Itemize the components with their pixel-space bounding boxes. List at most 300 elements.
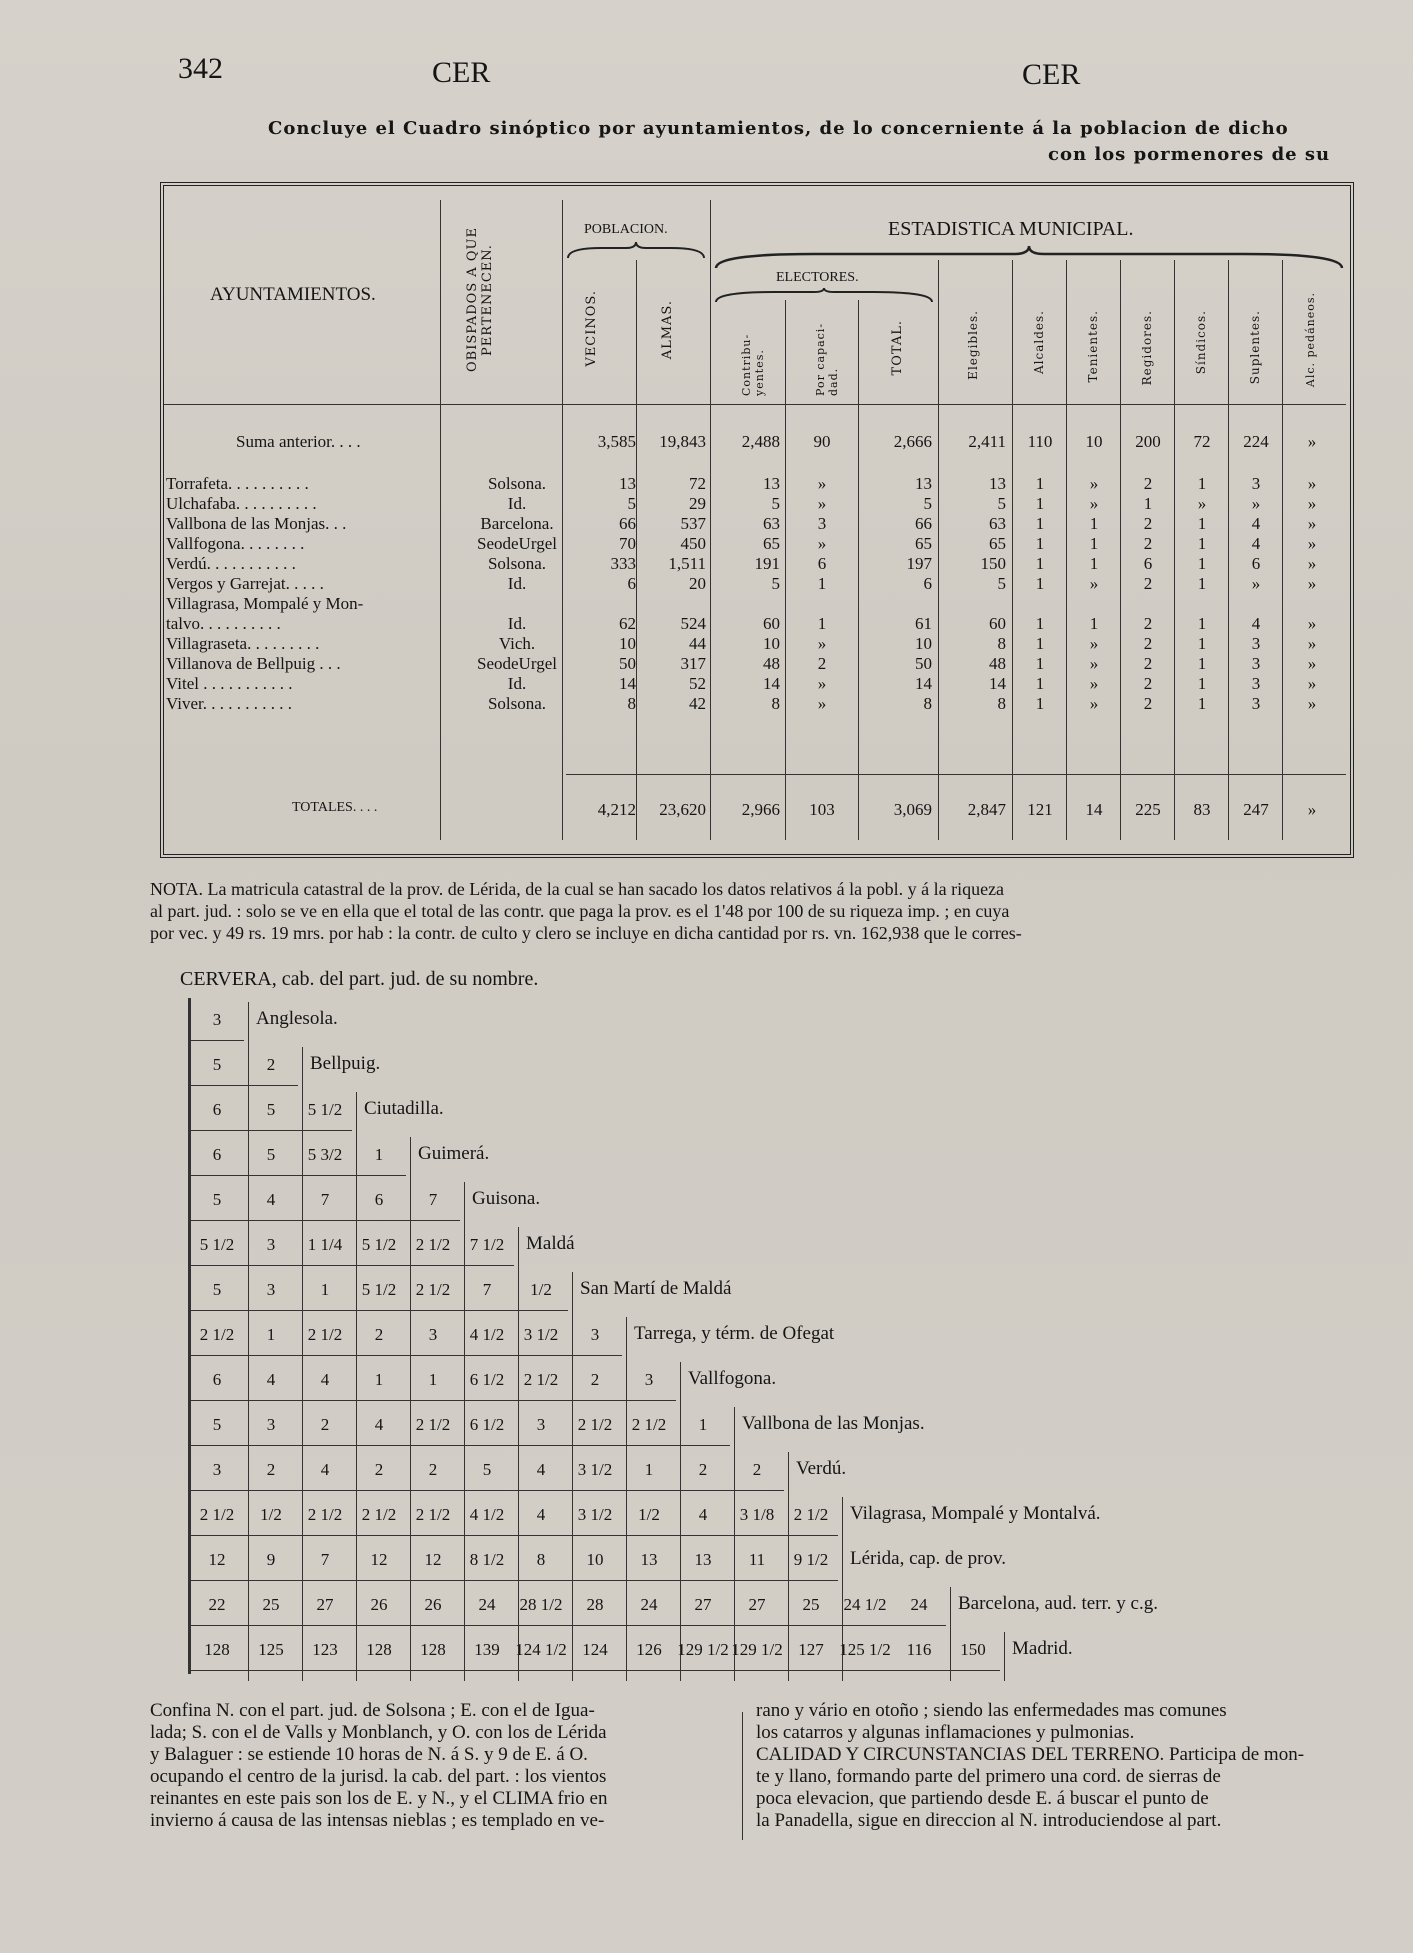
body-right-6: la Panadella, sigue en direccion al N. introduciendose al part. bbox=[756, 1810, 1222, 1831]
col-head-capacidad-wrap bbox=[804, 306, 854, 402]
suma-anterior-row bbox=[166, 432, 1346, 454]
distance-cell: 124 1/2 bbox=[515, 1640, 567, 1659]
row-value: 42 bbox=[689, 694, 706, 713]
col-head-almas: ALMAS. bbox=[660, 300, 675, 360]
row-value: 1 bbox=[1089, 534, 1099, 553]
distance-town: Maldá bbox=[526, 1233, 575, 1254]
row-value: » bbox=[1197, 494, 1207, 513]
page-number: 342 bbox=[178, 52, 223, 85]
row-value: 2 bbox=[817, 654, 827, 673]
distance-cell: 4 1/2 bbox=[469, 1325, 505, 1344]
col-head-alcaldes: Alcaldes. bbox=[1032, 310, 1046, 374]
distance-cell: 2 bbox=[266, 1460, 276, 1479]
col-head-elegibles: Elegibles. bbox=[966, 310, 980, 380]
table-row bbox=[166, 634, 1346, 656]
row-label: TOTALES. . . . bbox=[292, 800, 378, 815]
distance-cell: 128 bbox=[366, 1640, 392, 1659]
row-value: 121 bbox=[1027, 800, 1053, 819]
row-obispado: Vich. bbox=[498, 634, 536, 653]
row-value: 450 bbox=[680, 534, 706, 553]
distance-cell: 5 bbox=[266, 1145, 276, 1164]
col-head-obispados: OBISPADOS A QUE PERTENECEN. bbox=[465, 227, 495, 373]
distance-cell: 2 1/2 bbox=[361, 1505, 397, 1524]
distance-cell: 1 bbox=[374, 1370, 384, 1389]
distance-cell: 12 bbox=[424, 1550, 442, 1569]
distance-cell: 125 bbox=[258, 1640, 284, 1659]
table-row bbox=[166, 614, 1346, 636]
row-value: 63 bbox=[989, 514, 1006, 533]
col-head-suplentes-wrap bbox=[1248, 310, 1262, 400]
distance-cell: 27 bbox=[748, 1595, 766, 1614]
body-left-6: invierno á causa de las intensas nieblas ; es templado en ve- bbox=[150, 1810, 605, 1831]
distance-town: Vilagrasa, Mompalé y Montalvá. bbox=[850, 1503, 1101, 1524]
row-value: 2 bbox=[1143, 574, 1153, 593]
table-row bbox=[166, 474, 1346, 496]
row-value: » bbox=[1251, 574, 1261, 593]
distance-cell: 2 1/2 bbox=[631, 1415, 667, 1434]
col-head-suplentes: Suplentes. bbox=[1248, 310, 1262, 385]
col-head-elegibles-wrap bbox=[966, 310, 980, 400]
distance-cell: 3 1/8 bbox=[739, 1505, 775, 1524]
row-value: 247 bbox=[1243, 800, 1269, 819]
row-value: 13 bbox=[763, 474, 780, 493]
row-value: 19,843 bbox=[659, 432, 706, 451]
row-value: 6 bbox=[627, 574, 636, 593]
row-value: 2,411 bbox=[968, 432, 1006, 451]
distance-cell: 4 bbox=[320, 1460, 330, 1479]
distance-row-rule bbox=[190, 1535, 838, 1536]
col-head-regidores: Regidores. bbox=[1140, 310, 1154, 386]
distance-cell: 24 1/2 bbox=[843, 1595, 887, 1614]
row-value: 62 bbox=[619, 614, 636, 633]
row-value: 50 bbox=[619, 654, 636, 673]
row-value: 1 bbox=[817, 614, 827, 633]
row-value: 10 bbox=[1085, 432, 1103, 451]
distance-cell: 5 bbox=[266, 1100, 276, 1119]
row-value: 1 bbox=[1035, 494, 1045, 513]
col-head-regidores-wrap bbox=[1140, 310, 1154, 400]
distance-column-rule bbox=[950, 1587, 951, 1681]
row-value: 13 bbox=[989, 474, 1006, 493]
estadistica-brace bbox=[714, 246, 1344, 270]
row-value: 10 bbox=[619, 634, 636, 653]
distance-cell: 128 bbox=[420, 1640, 446, 1659]
distance-cell: 6 bbox=[374, 1190, 384, 1209]
col-head-tenientes: Tenientes. bbox=[1086, 310, 1100, 383]
distance-town: Guimerá. bbox=[418, 1143, 490, 1164]
col-head-total: TOTAL. bbox=[890, 320, 905, 376]
distance-cell: 2 bbox=[374, 1325, 384, 1344]
row-value: » bbox=[1307, 674, 1317, 693]
distance-cell: 27 bbox=[316, 1595, 334, 1614]
distance-cell: 6 1/2 bbox=[469, 1415, 505, 1434]
row-value: 1 bbox=[1035, 474, 1045, 493]
row-value: 72 bbox=[1193, 432, 1211, 451]
distance-row-rule bbox=[190, 1130, 352, 1131]
row-value: 1 bbox=[1089, 614, 1099, 633]
table-row bbox=[166, 594, 1346, 616]
table-row bbox=[166, 534, 1346, 556]
distance-cell: 7 bbox=[428, 1190, 438, 1209]
row-label: Vallbona de las Monjas. . . bbox=[166, 514, 347, 533]
row-label: Vitel . . . . . . . . . . . bbox=[166, 674, 293, 693]
distance-cell: 3 1/2 bbox=[577, 1460, 613, 1479]
col-head-sindicos-wrap bbox=[1194, 310, 1208, 400]
row-value: 6 bbox=[817, 554, 827, 573]
row-value: 65 bbox=[915, 534, 932, 553]
row-value: 14 bbox=[915, 674, 932, 693]
row-value: 2 bbox=[1143, 694, 1153, 713]
col-head-vecinos: VECINOS. bbox=[584, 290, 599, 367]
distance-cell: 13 bbox=[640, 1550, 658, 1569]
row-obispado: Id. bbox=[507, 494, 527, 513]
row-value: 65 bbox=[763, 534, 780, 553]
distance-cell: 123 bbox=[312, 1640, 338, 1659]
distance-cell: 5 1/2 bbox=[361, 1280, 397, 1299]
distance-column-rule bbox=[1004, 1632, 1005, 1681]
row-value: 61 bbox=[915, 614, 932, 633]
row-value: 5 bbox=[627, 494, 636, 513]
row-obispado: Id. bbox=[507, 614, 527, 633]
col-head-capacidad: Por capaci- dad. bbox=[814, 322, 840, 396]
row-value: » bbox=[1089, 634, 1099, 653]
row-value: 1 bbox=[1035, 614, 1045, 633]
distance-town: Guisona. bbox=[472, 1188, 541, 1209]
distance-cell: 4 bbox=[266, 1370, 276, 1389]
distance-cell: 2 bbox=[320, 1415, 330, 1434]
col-head-total-wrap bbox=[890, 320, 905, 400]
distance-cell: 1 bbox=[320, 1280, 330, 1299]
distance-town: Lérida, cap. de prov. bbox=[850, 1548, 1006, 1569]
distance-town: Barcelona, aud. terr. y c.g. bbox=[958, 1593, 1158, 1614]
row-value: 224 bbox=[1243, 432, 1269, 451]
col-head-vecinos-wrap bbox=[584, 290, 599, 400]
distance-cell: 2 1/2 bbox=[523, 1370, 559, 1389]
row-value: 4 bbox=[1251, 614, 1261, 633]
row-value: 6 bbox=[1143, 554, 1153, 573]
caption-line2: con los pormenores de su bbox=[1048, 144, 1331, 165]
row-value: » bbox=[817, 534, 827, 553]
row-value: 1 bbox=[1035, 554, 1045, 573]
row-value: 4 bbox=[1251, 514, 1261, 533]
distance-cell: 2 1/2 bbox=[415, 1415, 451, 1434]
row-value: 3 bbox=[1251, 654, 1261, 673]
table-row bbox=[166, 654, 1346, 676]
col-head-almas-wrap bbox=[660, 300, 675, 400]
row-value: 1 bbox=[1035, 674, 1045, 693]
row-value: 333 bbox=[610, 554, 636, 573]
distance-cell: 6 1/2 bbox=[469, 1370, 505, 1389]
distance-town: Bellpuig. bbox=[310, 1053, 381, 1074]
distance-cell: 7 bbox=[320, 1550, 330, 1569]
row-value: 1 bbox=[817, 574, 827, 593]
distance-cell: 9 bbox=[266, 1550, 276, 1569]
row-value: 1 bbox=[1143, 494, 1153, 513]
row-value: » bbox=[1307, 534, 1317, 553]
distance-cell: 24 bbox=[478, 1595, 496, 1614]
distance-cell: 139 bbox=[474, 1640, 500, 1659]
body-right-3: CALIDAD Y CIRCUNSTANCIAS DEL TERRENO. Participa de mon- bbox=[756, 1744, 1305, 1765]
distance-row-rule bbox=[190, 1175, 406, 1176]
distance-cell: 116 bbox=[906, 1640, 932, 1659]
row-value: » bbox=[1089, 654, 1099, 673]
row-value: 2,666 bbox=[893, 432, 932, 451]
row-value: 4 bbox=[1251, 534, 1261, 553]
col-head-ayuntamientos: AYUNTAMIENTOS. bbox=[210, 284, 376, 305]
row-value: 29 bbox=[689, 494, 706, 513]
row-value: 1 bbox=[1197, 474, 1207, 493]
row-obispado: Solsona. bbox=[487, 694, 547, 713]
distance-cell: 126 bbox=[636, 1640, 662, 1659]
distance-cell: 6 bbox=[212, 1145, 222, 1164]
distance-cell: 2 1/2 bbox=[199, 1505, 235, 1524]
distance-cell: 4 1/2 bbox=[469, 1505, 505, 1524]
row-value: 70 bbox=[619, 534, 636, 553]
distance-row-rule bbox=[190, 1040, 244, 1041]
row-label: Torrafeta. . . . . . . . . . bbox=[166, 474, 309, 493]
distance-cell: 2 bbox=[428, 1460, 438, 1479]
row-value: 63 bbox=[763, 514, 780, 533]
row-value: 2,488 bbox=[741, 432, 780, 451]
row-value: 3,585 bbox=[597, 432, 636, 451]
row-value: » bbox=[1089, 474, 1099, 493]
left-running-title: CER bbox=[432, 56, 491, 89]
distance-cell: 2 1/2 bbox=[415, 1235, 451, 1254]
distance-cell: 2 1/2 bbox=[415, 1505, 451, 1524]
row-value: 3,069 bbox=[893, 800, 932, 819]
distance-cell: 25 bbox=[802, 1595, 820, 1614]
row-label: Vallfogona. . . . . . . . bbox=[166, 534, 305, 553]
row-value: 1 bbox=[1197, 534, 1207, 553]
distance-cell: 24 bbox=[640, 1595, 658, 1614]
table-row bbox=[166, 574, 1346, 596]
row-obispado: Solsona. bbox=[487, 474, 547, 493]
row-value: » bbox=[817, 694, 827, 713]
row-value: 191 bbox=[754, 554, 780, 573]
distance-cell: 9 1/2 bbox=[793, 1550, 829, 1569]
distance-cell: 12 bbox=[370, 1550, 388, 1569]
distance-row-rule bbox=[190, 1310, 568, 1311]
distance-cell: 13 bbox=[694, 1550, 712, 1569]
distance-town: San Martí de Maldá bbox=[580, 1278, 732, 1299]
distance-row-rule bbox=[190, 1445, 730, 1446]
row-value: 66 bbox=[915, 514, 932, 533]
distance-cell: 4 bbox=[320, 1370, 330, 1389]
row-value: 2,966 bbox=[741, 800, 780, 819]
col-head-pedaneos: Alc. pedáneos. bbox=[1304, 292, 1317, 388]
row-value: 48 bbox=[989, 654, 1006, 673]
row-value: 5 bbox=[771, 574, 780, 593]
distance-row-rule bbox=[190, 1400, 676, 1401]
row-value: 8 bbox=[627, 694, 636, 713]
distance-cell: 5 bbox=[212, 1280, 222, 1299]
row-value: 44 bbox=[689, 634, 706, 653]
body-left-2: lada; S. con el de Valls y Monblanch, y O. con los de Lérida bbox=[150, 1722, 607, 1743]
body-left-4: ocupando el centro de la jurisd. la cab. del part. : los vientos bbox=[150, 1766, 607, 1787]
row-label: Vergos y Garrejat. . . . . bbox=[166, 574, 324, 593]
row-value: 3 bbox=[1251, 634, 1261, 653]
row-value: 52 bbox=[689, 674, 706, 693]
row-value: 2 bbox=[1143, 674, 1153, 693]
row-value: 5 bbox=[771, 494, 780, 513]
row-value: » bbox=[1089, 674, 1099, 693]
distance-row-rule bbox=[190, 1220, 460, 1221]
totales-row bbox=[166, 800, 1346, 822]
row-label: Villagraseta. . . . . . . . . bbox=[166, 634, 320, 653]
distance-cell: 2 1/2 bbox=[307, 1505, 343, 1524]
body-left-1: Confina N. con el part. jud. de Solsona ; E. con el de Igua- bbox=[150, 1700, 595, 1721]
row-value: » bbox=[1251, 494, 1261, 513]
distance-cell: 2 1/2 bbox=[577, 1415, 613, 1434]
distance-cell: 5 3/2 bbox=[307, 1145, 343, 1164]
distance-town: Madrid. bbox=[1012, 1638, 1073, 1659]
row-label: Viver. . . . . . . . . . . bbox=[166, 694, 292, 713]
row-obispado: SeodeUrgel bbox=[477, 534, 557, 553]
row-value: 8 bbox=[997, 694, 1006, 713]
row-value: » bbox=[1307, 432, 1317, 451]
row-value: 110 bbox=[1027, 432, 1053, 451]
distance-cell: 10 bbox=[586, 1550, 604, 1569]
distance-cell: 26 bbox=[424, 1595, 442, 1614]
distance-town: Tarrega, y térm. de Ofegat bbox=[634, 1323, 835, 1344]
col-head-contribuyentes-wrap bbox=[730, 306, 780, 402]
distance-cell: 1 bbox=[428, 1370, 438, 1389]
col-head-obispados-wrap bbox=[460, 210, 540, 390]
distance-cell: 6 bbox=[212, 1370, 222, 1389]
distance-cell: 3 bbox=[212, 1460, 222, 1479]
row-value: 5 bbox=[997, 494, 1006, 513]
row-value: 8 bbox=[997, 634, 1006, 653]
row-value: 2 bbox=[1143, 474, 1153, 493]
distance-cell: 2 1/2 bbox=[199, 1325, 235, 1344]
distance-cell: 2 bbox=[374, 1460, 384, 1479]
row-value: 1 bbox=[1197, 514, 1207, 533]
distance-title: CERVERA, cab. del part. jud. de su nombre. bbox=[180, 968, 539, 990]
distance-cell: 3 bbox=[212, 1010, 222, 1029]
row-value: 83 bbox=[1193, 800, 1211, 819]
row-label: Villagrasa, Mompalé y Mon- bbox=[166, 594, 364, 613]
distance-cell: 28 bbox=[586, 1595, 604, 1614]
row-value: 1 bbox=[1197, 694, 1207, 713]
body-right-4: te y llano, formando parte del primero una cord. de sierras de bbox=[756, 1766, 1221, 1787]
body-left-column bbox=[150, 1700, 735, 1832]
distance-cell: 3 bbox=[266, 1415, 276, 1434]
distance-cell: 3 1/2 bbox=[523, 1325, 559, 1344]
distance-cell: 3 bbox=[428, 1325, 438, 1344]
row-value: 1 bbox=[1089, 554, 1099, 573]
row-value: » bbox=[817, 674, 827, 693]
poblacion-brace bbox=[566, 242, 706, 262]
row-value: 1 bbox=[1035, 694, 1045, 713]
distance-cell: 26 bbox=[370, 1595, 388, 1614]
row-obispado: Id. bbox=[507, 574, 527, 593]
row-value: 1 bbox=[1197, 674, 1207, 693]
distance-cell: 128 bbox=[204, 1640, 230, 1659]
row-value: » bbox=[1307, 694, 1317, 713]
row-value: 14 bbox=[1085, 800, 1103, 819]
distance-row-rule bbox=[190, 1085, 298, 1086]
row-value: 1 bbox=[1197, 634, 1207, 653]
row-value: 3 bbox=[1251, 694, 1261, 713]
row-value: 1 bbox=[1197, 654, 1207, 673]
row-value: 48 bbox=[763, 654, 780, 673]
row-value: » bbox=[1089, 494, 1099, 513]
table-row bbox=[166, 694, 1346, 716]
row-value: » bbox=[1307, 474, 1317, 493]
body-right-2: los catarros y algunas inflamaciones y pulmonias. bbox=[756, 1722, 1135, 1743]
body-right-5: poca elevacion, que partiendo desde E. á buscar el punto de bbox=[756, 1788, 1209, 1809]
row-label: Villanova de Bellpuig . . . bbox=[166, 654, 341, 673]
row-label: Suma anterior. . . . bbox=[236, 432, 361, 451]
distance-cell: 2 1/2 bbox=[793, 1505, 829, 1524]
row-value: 8 bbox=[923, 694, 932, 713]
row-value: 1 bbox=[1035, 574, 1045, 593]
distance-cell: 7 bbox=[320, 1190, 330, 1209]
distance-cell: 2 1/2 bbox=[307, 1325, 343, 1344]
distance-cell: 8 1/2 bbox=[469, 1550, 505, 1569]
row-value: 14 bbox=[619, 674, 636, 693]
distance-cell: 1 bbox=[698, 1415, 708, 1434]
row-value: 1 bbox=[1035, 634, 1045, 653]
distance-cell: 6 bbox=[212, 1100, 222, 1119]
col-head-poblacion: POBLACION. bbox=[584, 222, 668, 237]
row-value: 5 bbox=[923, 494, 932, 513]
nota-line2: al part. jud. : solo se ve en ella que el total de las contr. que paga la prov. es el 1'48 por 100 de su riqueza imp. ; en cuya bbox=[150, 901, 1010, 921]
distance-cell: 11 bbox=[748, 1550, 766, 1569]
row-obispado: Id. bbox=[507, 674, 527, 693]
row-value: » bbox=[1089, 574, 1099, 593]
row-obispado: SeodeUrgel bbox=[477, 654, 557, 673]
row-value: 3 bbox=[1251, 674, 1261, 693]
distance-town: Vallbona de las Monjas. bbox=[742, 1413, 925, 1434]
distance-cell: 24 bbox=[910, 1595, 928, 1614]
distance-cell: 3 bbox=[536, 1415, 546, 1434]
row-value: » bbox=[1307, 554, 1317, 573]
distance-cell: 7 1/2 bbox=[469, 1235, 505, 1254]
row-value: » bbox=[1089, 694, 1099, 713]
row-value: 225 bbox=[1135, 800, 1161, 819]
row-value: 2 bbox=[1143, 634, 1153, 653]
row-value: 1 bbox=[1197, 554, 1207, 573]
distance-cell: 4 bbox=[266, 1190, 276, 1209]
distance-cell: 5 bbox=[482, 1460, 492, 1479]
row-value: 72 bbox=[689, 474, 706, 493]
distance-row-rule bbox=[190, 1355, 622, 1356]
distance-cell: 3 bbox=[266, 1235, 276, 1254]
row-value: » bbox=[1307, 634, 1317, 653]
row-value: » bbox=[1307, 654, 1317, 673]
distance-cell: 3 bbox=[644, 1370, 654, 1389]
body-left-5: reinantes en este pais son los de E. y N., y el CLIMA frio en bbox=[150, 1788, 608, 1809]
distance-cell: 1 1/4 bbox=[307, 1235, 343, 1254]
distance-row-rule bbox=[190, 1625, 946, 1626]
row-value: 14 bbox=[989, 674, 1006, 693]
distance-town: Vallfogona. bbox=[688, 1368, 777, 1389]
table-row bbox=[166, 514, 1346, 536]
body-left-3: y Balaguer : se estiende 10 horas de N. á S. y 9 de E. á O. bbox=[150, 1744, 588, 1765]
caption-line1: Concluye el Cuadro sinóptico por ayuntamientos, de lo concerniente á la poblacion de dicho bbox=[268, 118, 1289, 139]
row-value: 65 bbox=[989, 534, 1006, 553]
row-value: » bbox=[1307, 514, 1317, 533]
row-value: 2 bbox=[1143, 534, 1153, 553]
distance-cell: 1 bbox=[644, 1460, 654, 1479]
distance-cell: 22 bbox=[208, 1595, 226, 1614]
row-value: 3 bbox=[1251, 474, 1261, 493]
row-value: 4,212 bbox=[597, 800, 636, 819]
distance-cell: 5 1/2 bbox=[307, 1100, 343, 1119]
table-row bbox=[166, 494, 1346, 516]
distance-cell: 2 1/2 bbox=[415, 1280, 451, 1299]
